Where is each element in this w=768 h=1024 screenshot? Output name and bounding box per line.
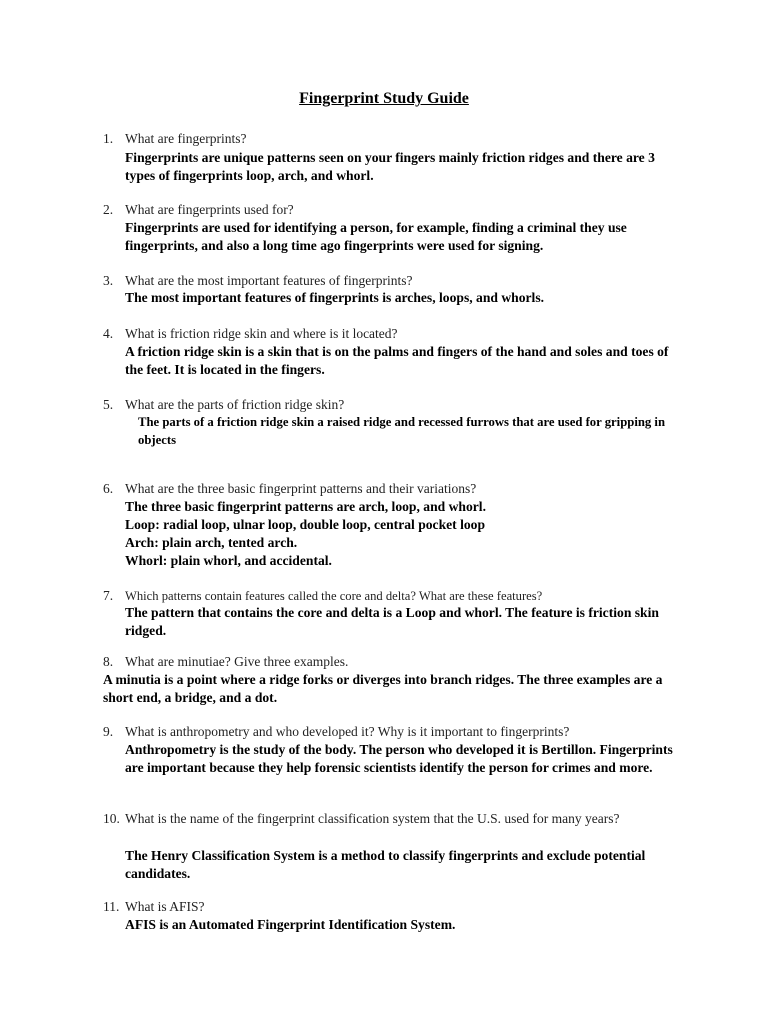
question-number: 6. xyxy=(103,481,114,496)
answer-line: The three basic fingerprint patterns are arch, loop, and whorl. xyxy=(125,499,486,514)
question-block-9 xyxy=(0,723,768,775)
question-number: 3. xyxy=(103,273,114,288)
question-text: What are the most important features of fingerprints? xyxy=(125,273,413,288)
question-number: 8. xyxy=(103,654,114,669)
question-text: What are the three basic fingerprint patterns and their variations? xyxy=(125,481,477,496)
answer-text: The pattern that contains the core and delta is a Loop and whorl. The feature is friction skin ridged. xyxy=(125,605,659,638)
question-block-8 xyxy=(0,653,768,705)
answer-text: A minutia is a point where a ridge forks or diverges into branch ridges. The three examples are a short end, a bridge, and a dot. xyxy=(103,672,663,705)
page-title: Fingerprint Study Guide xyxy=(299,90,469,107)
question-block-4 xyxy=(0,325,768,377)
question-number: 1. xyxy=(103,131,114,146)
question-block-7 xyxy=(0,587,768,638)
question-text: What are the parts of friction ridge skin? xyxy=(125,397,345,412)
question-number: 10. xyxy=(103,811,120,826)
answer-text: Fingerprints are used for identifying a person, for example, finding a criminal they use fingerprints, and also a long time ago fingerprints were used for signing. xyxy=(125,220,627,253)
question-number: 2. xyxy=(103,202,114,217)
question-number: 4. xyxy=(103,326,114,341)
question-text: What are fingerprints used for? xyxy=(125,202,294,217)
answer-text: The Henry Classification System is a method to classify fingerprints and exclude potential candidates. xyxy=(125,848,646,881)
answer-line: Whorl: plain whorl, and accidental. xyxy=(125,553,332,568)
answer-text: A friction ridge skin is a skin that is on the palms and fingers of the hand and soles and toes of the feet. It is located in the fingers. xyxy=(125,344,669,377)
question-block-10 xyxy=(0,810,768,881)
question-block-5 xyxy=(0,396,768,447)
question-text: What is the name of the fingerprint classification system that the U.S. used for many years? xyxy=(125,811,620,826)
answer-text xyxy=(125,498,685,570)
answer-line: Loop: radial loop, ulnar loop, double loop, central pocket loop xyxy=(125,517,486,532)
question-text: What is anthropometry and who developed it? Why is it important to fingerprints? xyxy=(125,724,570,739)
answer-text: The most important features of fingerprints is arches, loops, and whorls. xyxy=(125,290,545,305)
question-text: Which patterns contain features called the core and delta? What are these features? xyxy=(125,589,543,603)
question-number: 11. xyxy=(103,899,120,914)
answer-text: Fingerprints are unique patterns seen on your fingers mainly friction ridges and there are 3 types of fingerprints loop, arch, and whorl. xyxy=(125,150,655,183)
answer-line: Arch: plain arch, tented arch. xyxy=(125,535,298,550)
question-block-1 xyxy=(0,130,768,183)
question-number: 5. xyxy=(103,397,114,412)
question-text: What are fingerprints? xyxy=(125,131,247,146)
question-text: What are minutiae? Give three examples. xyxy=(125,654,349,669)
question-block-3 xyxy=(0,272,768,305)
question-block-6 xyxy=(0,480,768,568)
answer-text: Anthropometry is the study of the body. The person who developed it is Bertillon. Fingerprints are important because they help forensic scientists identify the person for crimes and more. xyxy=(125,742,673,775)
question-block-11 xyxy=(0,898,768,932)
question-text: What is AFIS? xyxy=(125,899,205,914)
question-number: 7. xyxy=(103,588,114,603)
answer-text: AFIS is an Automated Fingerprint Identification System. xyxy=(125,917,456,932)
question-text: What is friction ridge skin and where is it located? xyxy=(125,326,398,341)
answer-text: The parts of a friction ridge skin a raised ridge and recessed furrows that are used for gripping in objects xyxy=(138,415,666,447)
question-number: 9. xyxy=(103,724,114,739)
question-block-2 xyxy=(0,201,768,253)
